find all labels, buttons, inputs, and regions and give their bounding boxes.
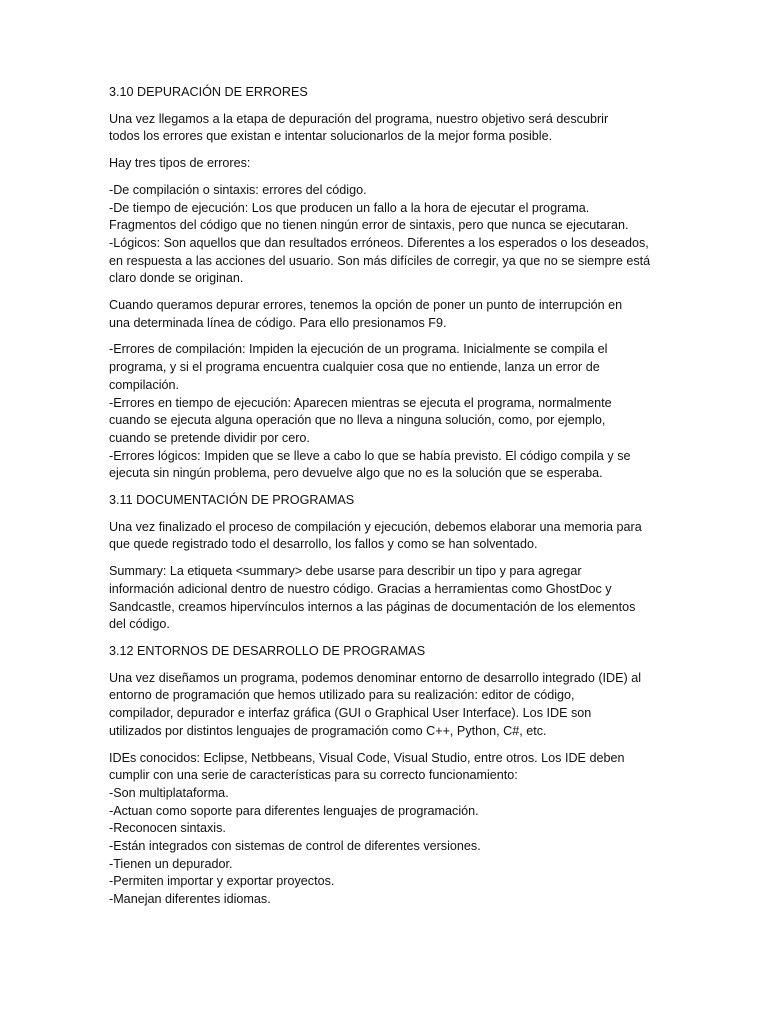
text-line: en respuesta a las acciones del usuario. Son más difíciles de corregir, ya que no se siempre está — [109, 253, 651, 268]
paragraph — [109, 182, 669, 288]
paragraph — [109, 750, 669, 909]
list-item: -Reconocen sintaxis. — [109, 821, 226, 836]
text-line: -De tiempo de ejecución: Los que producen un fallo a la hora de ejecutar el programa. — [109, 200, 590, 215]
text-line: Una vez diseñamos un programa, podemos denominar entorno de desarrollo integrado (IDE) al — [109, 670, 642, 685]
section-heading: 3.11 DOCUMENTACIÓN DE PROGRAMAS — [109, 493, 355, 508]
text-line: claro donde se originan. — [109, 271, 244, 286]
text-line: Hay tres tipos de errores: — [109, 156, 251, 171]
section-heading: 3.10 DEPURACIÓN DE ERRORES — [109, 85, 308, 99]
text-line: IDEs conocidos: Eclipse, Netbbeans, Visual Code, Visual Studio, entre otros. Los IDE deben — [109, 750, 625, 765]
list-item: -Permiten importar y exportar proyectos. — [109, 874, 335, 889]
text-line: -Lógicos: Son aquellos que dan resultados erróneos. Diferentes a los esperados o los deseados, — [109, 235, 649, 250]
section-heading: 3.12 ENTORNOS DE DESARROLLO DE PROGRAMAS — [109, 643, 426, 658]
paragraph — [109, 341, 669, 483]
text-line: todos los errores que existan e intentar solucionarlos de la mejor forma posible. — [109, 129, 553, 144]
list-item: -Actuan como soporte para diferentes lenguajes de programación. — [109, 803, 479, 818]
section-entornos-desarrollo — [109, 643, 669, 909]
paragraph — [109, 519, 669, 554]
text-line: cumplir con una serie de características para su correcto funcionamiento: — [109, 768, 518, 783]
text-line: utilizados por distintos lenguajes de programación como C++, Python, C#, etc. — [109, 723, 547, 738]
paragraph — [109, 297, 669, 332]
list-item: -Tienen un depurador. — [109, 856, 233, 871]
text-line: -Errores en tiempo de ejecución: Aparecen mientras se ejecuta el programa, normalmente — [109, 395, 612, 410]
paragraph — [109, 155, 669, 173]
document-page — [109, 84, 669, 918]
text-line: cuando se ejecuta alguna operación que no lleva a ninguna solución, como, por ejemplo, — [109, 413, 606, 428]
text-line: Fragmentos del código que no tienen ningún error de sintaxis, pero que nunca se ejecutaran. — [109, 218, 629, 233]
paragraph — [109, 670, 669, 741]
text-line: del código. — [109, 617, 170, 632]
section-depuracion-errores — [109, 84, 669, 483]
text-line: -De compilación o sintaxis: errores del código. — [109, 182, 367, 197]
paragraph — [109, 111, 669, 146]
text-line: una determinada línea de código. Para ello presionamos F9. — [109, 315, 447, 330]
text-line: cuando se pretende dividir por cero. — [109, 430, 310, 445]
text-line: Sandcastle, creamos hipervínculos internos a las páginas de documentación de los elementos — [109, 599, 636, 614]
list-item: -Están integrados con sistemas de control de diferentes versiones. — [109, 839, 481, 854]
text-line: Cuando queramos depurar errores, tenemos la opción de poner un punto de interrupción en — [109, 298, 623, 313]
text-line: información adicional dentro de nuestro código. Gracias a herramientas como GhostDoc y — [109, 581, 612, 596]
list-item: -Manejan diferentes idiomas. — [109, 892, 271, 907]
list-item: -Son multiplataforma. — [109, 785, 229, 800]
text-line: ejecuta sin ningún problema, pero devuelve algo que no es la solución que se esperaba. — [109, 466, 603, 481]
text-line: programa, y si el programa encuentra cualquier cosa que no entiende, lanza un error de — [109, 360, 600, 375]
text-line: que quede registrado todo el desarrollo, los fallos y como se han solventado. — [109, 537, 538, 552]
text-line: Una vez llegamos a la etapa de depuración del programa, nuestro objetivo será descubrir — [109, 111, 609, 126]
text-line: entorno de programación que hemos utilizado para su realización: editor de código, — [109, 688, 575, 703]
text-line: Summary: La etiqueta <summary> debe usarse para describir un tipo y para agregar — [109, 564, 582, 579]
text-line: Una vez finalizado el proceso de compilación y ejecución, debemos elaborar una memoria para — [109, 519, 642, 534]
text-line: compilador, depurador e interfaz gráfica (GUI o Graphical User Interface). Los IDE son — [109, 706, 592, 721]
text-line: -Errores de compilación: Impiden la ejecución de un programa. Inicialmente se compila el — [109, 342, 608, 357]
text-line: -Errores lógicos: Impiden que se lleve a cabo lo que se había previsto. El código compila y se — [109, 448, 631, 463]
text-line: compilación. — [109, 377, 179, 392]
section-documentacion-programas — [109, 492, 669, 634]
paragraph — [109, 563, 669, 634]
